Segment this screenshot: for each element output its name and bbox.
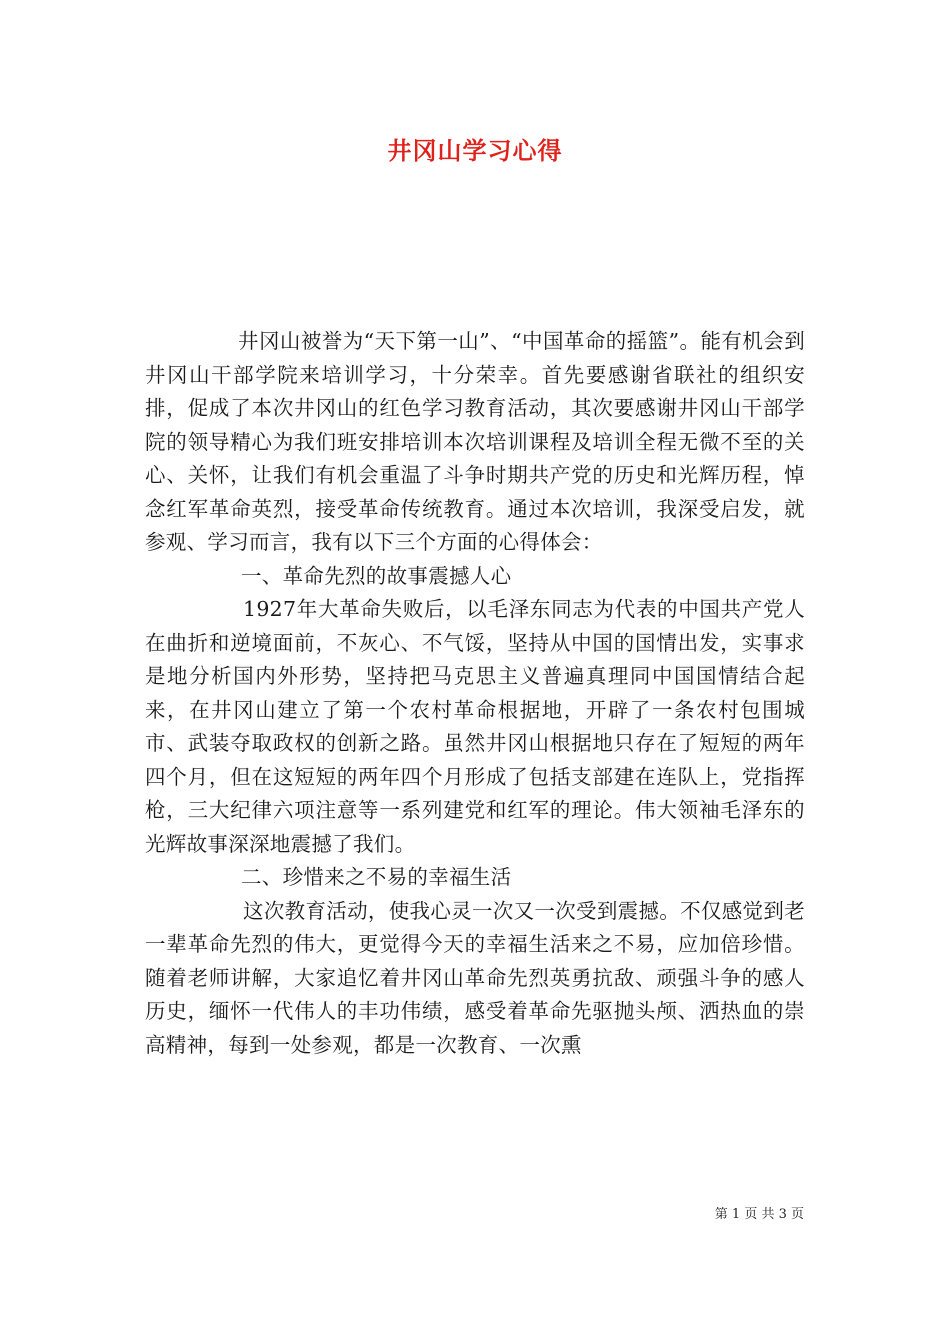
document-body	[145, 325, 805, 1062]
page-number-footer: 第 1 页 共 3 页	[714, 1207, 804, 1222]
section-heading-2: 二、珍惜来之不易的幸福生活	[241, 865, 512, 889]
document-title: 井冈山学习心得	[387, 136, 563, 165]
intro-paragraph: 井冈山被誉为“天下第一山”、“中国革命的摇篮”。能有机会到井冈山干部学院来培训学习，十分荣幸。首先要感谢省联社的组织安排，促成了本次井冈山的红色学习教育活动，其次要感谢井冈山干部学院的领导精心为我们班安排培训本次培训课程及培训全程无微不至的关心、关怀，让我们有机会重温了斗争时期共产党的历史和光辉历程，悼念红军革命英烈，接受革命传统教育。通过本次培训，我深受启发，就参观、学习而言，我有以下三个方面的心得体会：	[145, 329, 805, 554]
section-heading-1: 一、革命先烈的故事震撼人心	[241, 563, 512, 588]
section-1-paragraph: 1927年大革命失败后，以毛泽东同志为代表的中国共产党人在曲折和逆境面前，不灰心、不气馁，坚持从中国的国情出发，实事求是地分析国内外形势，坚持把马克思主义普遍真理同中国国情结合起来，在井冈山建立了第一个农村革命根据地，开辟了一条农村包围城市、武装夺取政权的创新之路。虽然井冈山根据地只存在了短短的两年四个月，但在这短短的两年四个月形成了包括支部建在连队上，党指挥枪，三大纪律六项注意等一系列建党和红军的理论。伟大领袖毛泽东的光辉故事深深地震撼了我们。	[145, 597, 805, 856]
section-2-paragraph: 这次教育活动，使我心灵一次又一次受到震撼。不仅感觉到老一辈革命先烈的伟大，更觉得今天的幸福生活来之不易，应加倍珍惜。随着老师讲解，大家追忆着井冈山革命先烈英勇抗敌、顽强斗争的感人历史，缅怀一代伟人的丰功伟绩，感受着革命先驱抛头颅、洒热血的崇高精神，每到一处参观，都是一次教育、一次熏	[145, 898, 805, 1057]
